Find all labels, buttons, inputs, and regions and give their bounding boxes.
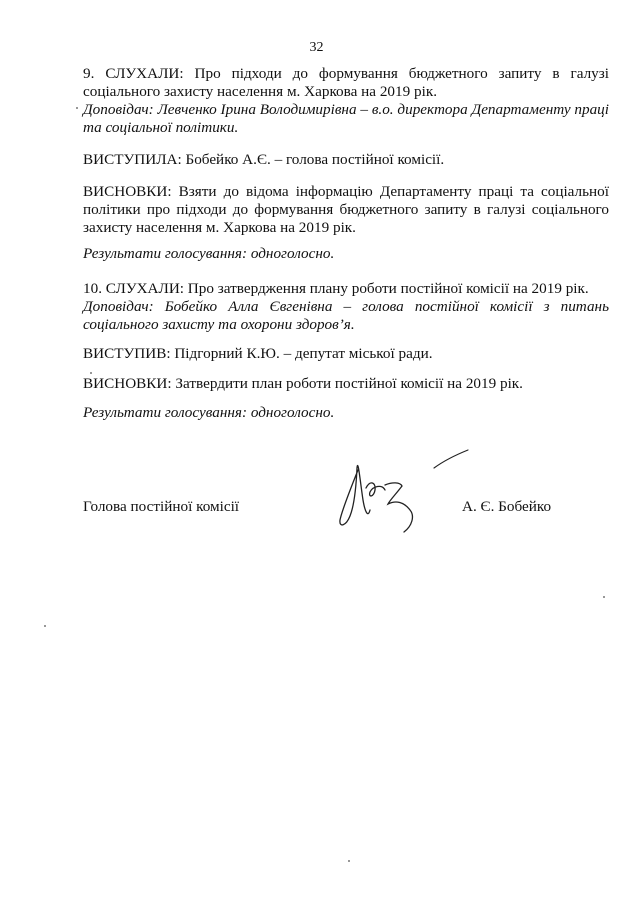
scan-speck: [44, 625, 46, 627]
item10-spoke: ВИСТУПИВ: Підгорний К.Ю. – депутат міської ради.: [83, 345, 433, 362]
item10-speaker: Доповідач: Бобейко Алла Євгенівна – голова постійної комісії з питань соціального захисту та охорони здоров’я.: [83, 298, 609, 333]
item10-vote: Результати голосування: одноголосно.: [83, 404, 335, 421]
item9-vote: Результати голосування: одноголосно.: [83, 245, 335, 262]
scan-speck: [603, 596, 605, 598]
page-number: 32: [309, 40, 324, 55]
item10-heard: 10. СЛУХАЛИ: Про затвердження плану роботи постійної комісії на 2019 рік.: [83, 280, 589, 297]
scan-speck: [348, 860, 350, 862]
scan-speck: [76, 107, 78, 109]
item9-spoke: ВИСТУПИЛА: Бобейко А.Є. – голова постійної комісії.: [83, 151, 445, 168]
handwritten-signature: [330, 440, 480, 540]
signature-role: Голова постійної комісії: [83, 498, 240, 515]
item10-conclusions: ВИСНОВКИ: Затвердити план роботи постійної комісії на 2019 рік.: [83, 375, 523, 392]
item9-conclusions: ВИСНОВКИ: Взяти до відома інформацію Департаменту праці та соціальної політики про підходи до формування бюджетного запиту в галузі соціального захисту населення м. Харкова на 2019 рік.: [83, 183, 609, 236]
item9-heard: 9. СЛУХАЛИ: Про підходи до формування бюджетного запиту в галузі соціального захисту населення м. Харкова на 2019 рік.: [83, 65, 609, 100]
scan-speck: [90, 372, 92, 374]
signature-name: А. Є. Бобейко: [462, 498, 552, 515]
item9-speaker: Доповідач: Левченко Ірина Володимирівна – в.о. директора Департаменту праці та соціальної політики.: [83, 101, 609, 136]
